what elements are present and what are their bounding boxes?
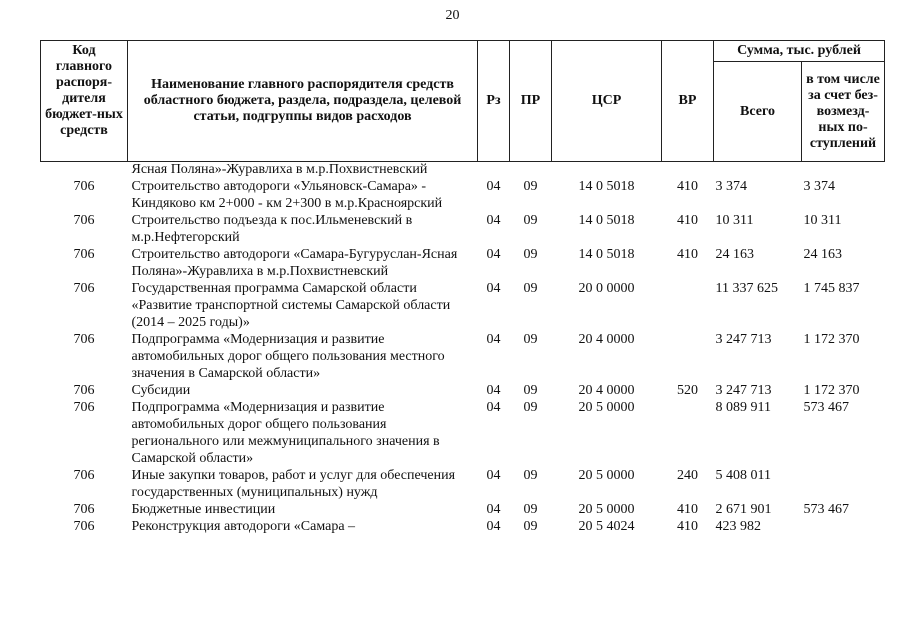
table-row <box>41 518 885 535</box>
cell-free: 573 467 <box>803 502 849 517</box>
cell-total: 8 089 911 <box>715 400 771 415</box>
cell-vr <box>662 162 714 179</box>
cell-pr: 09 <box>523 332 538 347</box>
cell-csr: 14 0 5018 <box>578 247 635 262</box>
cell-free <box>802 467 885 501</box>
table-row <box>41 280 885 331</box>
table-row <box>41 467 885 501</box>
cell-rz <box>478 162 510 179</box>
table-row <box>41 212 885 246</box>
cell-name: Реконструкция автодороги «Самара – <box>131 519 356 534</box>
cell-vr: 410 <box>677 213 698 228</box>
cell-name: Иные закупки товаров, работ и услуг для обеспечения государственных (муниципальных) нужд <box>131 468 456 500</box>
table-row <box>41 246 885 280</box>
cell-csr <box>552 162 662 179</box>
cell-rz: 04 <box>486 400 501 415</box>
budget-table <box>40 40 885 535</box>
cell-total: 423 982 <box>715 519 761 534</box>
page-number: 20 <box>445 8 460 23</box>
cell-code: 706 <box>73 332 95 347</box>
cell-vr <box>662 331 714 382</box>
cell-csr: 20 4 0000 <box>578 332 635 347</box>
cell-code: 706 <box>73 400 95 415</box>
header-free: в том числе за счет без-возмезд-ных по-ступлений <box>802 62 885 162</box>
cell-vr: 410 <box>677 247 698 262</box>
cell-total: 3 247 713 <box>715 383 772 398</box>
header-code: Код главного распоря-дителя бюджет-ных средств <box>41 41 128 162</box>
header-name: Наименование главного распорядителя средств областного бюджета, раздела, подраздела, целевой статьи, подгруппы видов расходов <box>128 41 478 162</box>
table-row <box>41 382 885 399</box>
table-row <box>41 331 885 382</box>
cell-pr: 09 <box>523 213 538 228</box>
cell-free: 1 745 837 <box>803 281 860 296</box>
cell-total: 2 671 901 <box>715 502 772 517</box>
cell-name: Ясная Поляна»-Журавлиха в м.р.Похвистневский <box>131 162 428 177</box>
cell-total: 10 311 <box>715 213 754 228</box>
cell-total <box>714 162 802 179</box>
cell-rz: 04 <box>486 179 501 194</box>
cell-pr: 09 <box>523 247 538 262</box>
cell-csr: 14 0 5018 <box>578 213 635 228</box>
cell-name: Строительство автодороги «Ульяновск-Самара» - Киндяково км 2+000 - км 2+300 в м.р.Красноярский <box>131 179 443 211</box>
cell-rz: 04 <box>486 281 501 296</box>
header-sum: Сумма, тыс. рублей <box>714 41 885 62</box>
cell-total: 3 247 713 <box>715 332 772 347</box>
cell-pr: 09 <box>523 519 538 534</box>
cell-code: 706 <box>73 213 95 228</box>
header-rz: Рз <box>478 41 510 162</box>
cell-pr: 09 <box>523 502 538 517</box>
cell-code: 706 <box>73 502 95 517</box>
cell-vr: 520 <box>677 383 698 398</box>
cell-csr: 20 0 0000 <box>578 281 635 296</box>
cell-name: Подпрограмма «Модернизация и развитие автомобильных дорог общего пользования местного значения в Самарской области» <box>131 332 445 381</box>
cell-free <box>802 162 885 179</box>
cell-csr: 20 5 4024 <box>578 519 635 534</box>
header-csr: ЦСР <box>552 41 662 162</box>
table-body <box>41 162 885 536</box>
cell-vr <box>662 280 714 331</box>
cell-rz: 04 <box>486 519 501 534</box>
cell-rz: 04 <box>486 502 501 517</box>
cell-code: 706 <box>73 281 95 296</box>
cell-total: 11 337 625 <box>715 281 778 296</box>
cell-name: Бюджетные инвестиции <box>131 502 276 517</box>
cell-vr: 410 <box>677 502 698 517</box>
cell-code: 706 <box>73 519 95 534</box>
cell-free: 24 163 <box>803 247 842 262</box>
cell-name: Строительство подъезда к пос.Ильменевский в м.р.Нефтегорский <box>131 213 413 245</box>
cell-total: 24 163 <box>715 247 754 262</box>
cell-code <box>41 162 128 179</box>
header-vr: ВР <box>662 41 714 162</box>
cell-total: 3 374 <box>715 179 747 194</box>
table-row <box>41 399 885 467</box>
cell-free: 1 172 370 <box>803 383 860 398</box>
cell-free: 573 467 <box>803 400 849 415</box>
cell-total: 5 408 011 <box>715 468 771 483</box>
cell-vr: 410 <box>677 519 698 534</box>
cell-pr: 09 <box>523 281 538 296</box>
cell-pr: 09 <box>523 468 538 483</box>
cell-code: 706 <box>73 468 95 483</box>
cell-name: Государственная программа Самарской области «Развитие транспортной системы Самарской области (2014 – 2025 годы)» <box>131 281 451 330</box>
table-row <box>41 501 885 518</box>
cell-rz: 04 <box>486 383 501 398</box>
table-row <box>41 162 885 179</box>
cell-free: 10 311 <box>803 213 842 228</box>
cell-rz: 04 <box>486 213 501 228</box>
cell-rz: 04 <box>486 468 501 483</box>
cell-free: 1 172 370 <box>803 332 860 347</box>
table-row <box>41 178 885 212</box>
cell-name: Субсидии <box>131 383 191 398</box>
table-header <box>41 41 885 162</box>
cell-pr: 09 <box>523 383 538 398</box>
cell-pr: 09 <box>523 179 538 194</box>
cell-code: 706 <box>73 247 95 262</box>
cell-code: 706 <box>73 179 95 194</box>
cell-vr: 240 <box>677 468 698 483</box>
cell-name: Строительство автодороги «Самара-Бугуруслан-Ясная Поляна»-Журавлиха в м.р.Похвистневский <box>131 247 458 279</box>
cell-csr: 14 0 5018 <box>578 179 635 194</box>
cell-code: 706 <box>73 383 95 398</box>
cell-free <box>802 518 885 535</box>
cell-csr: 20 5 0000 <box>578 468 635 483</box>
cell-rz: 04 <box>486 332 501 347</box>
cell-vr: 410 <box>677 179 698 194</box>
cell-free: 3 374 <box>803 179 835 194</box>
cell-vr <box>662 399 714 467</box>
cell-pr <box>510 162 552 179</box>
header-total: Всего <box>714 62 802 162</box>
cell-csr: 20 5 0000 <box>578 502 635 517</box>
cell-name: Подпрограмма «Модернизация и развитие автомобильных дорог общего пользования регионального или межмуниципального значения в Самарской области» <box>131 400 440 466</box>
cell-csr: 20 5 0000 <box>578 400 635 415</box>
cell-pr: 09 <box>523 400 538 415</box>
cell-csr: 20 4 0000 <box>578 383 635 398</box>
header-pr: ПР <box>510 41 552 162</box>
cell-rz: 04 <box>486 247 501 262</box>
